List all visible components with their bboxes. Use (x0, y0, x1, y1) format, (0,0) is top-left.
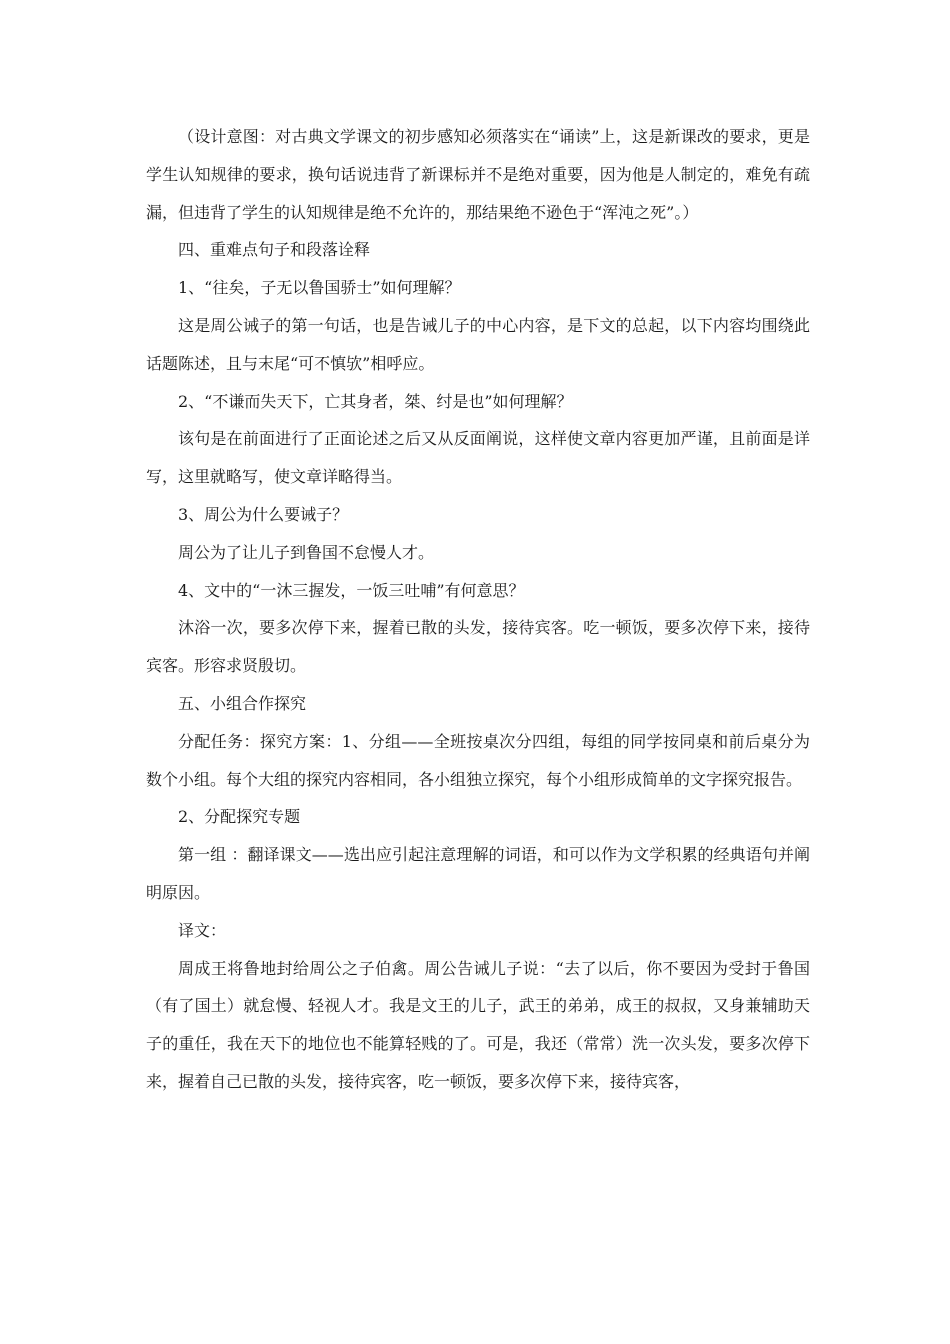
document-body (146, 118, 810, 1101)
group-one-task: 第一组 ：翻译课文——选出应引起注意理解的词语，和可以作为文学积累的经典语句并阐明原因。 (146, 845, 810, 902)
task-assignment-paragraph: 分配任务：探究方案：1、分组——全班按桌次分四组，每组的同学按同桌和前后桌分为数个小组。每个大组的探究内容相同，各小组独立探究，每个小组形成简单的文字探究报告。 (146, 731, 810, 789)
design-intent-paragraph: （设计意图：对古典文学课文的初步感知必须落实在“诵读”上，这是新课改的要求，更是学生认知规律的要求，换句话说违背了新课标并不是绝对重要，因为他是人制定的，难免有疏漏，但违背了学生的认知规律是绝不允许的，那结果绝不逊色于“浑沌之死”。） (146, 127, 810, 222)
topic-assignment-heading: 2、分配探究专题 (178, 807, 301, 827)
answer-1: 这是周公诫子的第一句话，也是告诫儿子的中心内容，是下文的总起，以下内容均围绕此话题陈述，且与末尾“可不慎欤”相呼应。 (146, 315, 810, 373)
translation-text: 周成王将鲁地封给周公之子伯禽。周公告诫儿子说：“去了以后，你不要因为受封于鲁国（有了国土）就怠慢、轻视人才。我是文王的儿子，武王的弟弟，成王的叔叔，又身兼辅助天子的重任，我在天下的地位也不能算轻贱的了。可是，我还（常常）洗一次头发，要多次停下来，握着自己已散的头发，接待宾客，吃一顿饭，要多次停下来，接待宾客， (146, 958, 810, 1091)
section-heading-4: 四、重难点句子和段落诠释 (178, 240, 371, 260)
answer-2: 该句是在前面进行了正面论述之后又从反面阐说，这样使文章内容更加严谨，且前面是详写，这里就略写，使文章详略得当。 (146, 429, 810, 487)
answer-3: 周公为了让儿子到鲁国不怠慢人才。 (178, 542, 435, 562)
question-3: 3、周公为什么要诫子？ (178, 504, 349, 524)
question-2: 2、“不谦而失天下，亡其身者，桀、纣是也”如何理解？ (178, 391, 573, 411)
question-1: 1、“往矣，子无以鲁国骄士”如何理解？ (178, 278, 461, 298)
translation-label: 译文： (178, 920, 227, 940)
answer-4: 沐浴一次，要多次停下来，握着已散的头发，接待宾客。吃一顿饭，要多次停下来，接待宾客。形容求贤殷切。 (146, 618, 810, 676)
question-4: 4、文中的“一沐三握发，一饭三吐哺”有何意思？ (178, 580, 525, 600)
section-heading-5: 五、小组合作探究 (178, 693, 307, 713)
